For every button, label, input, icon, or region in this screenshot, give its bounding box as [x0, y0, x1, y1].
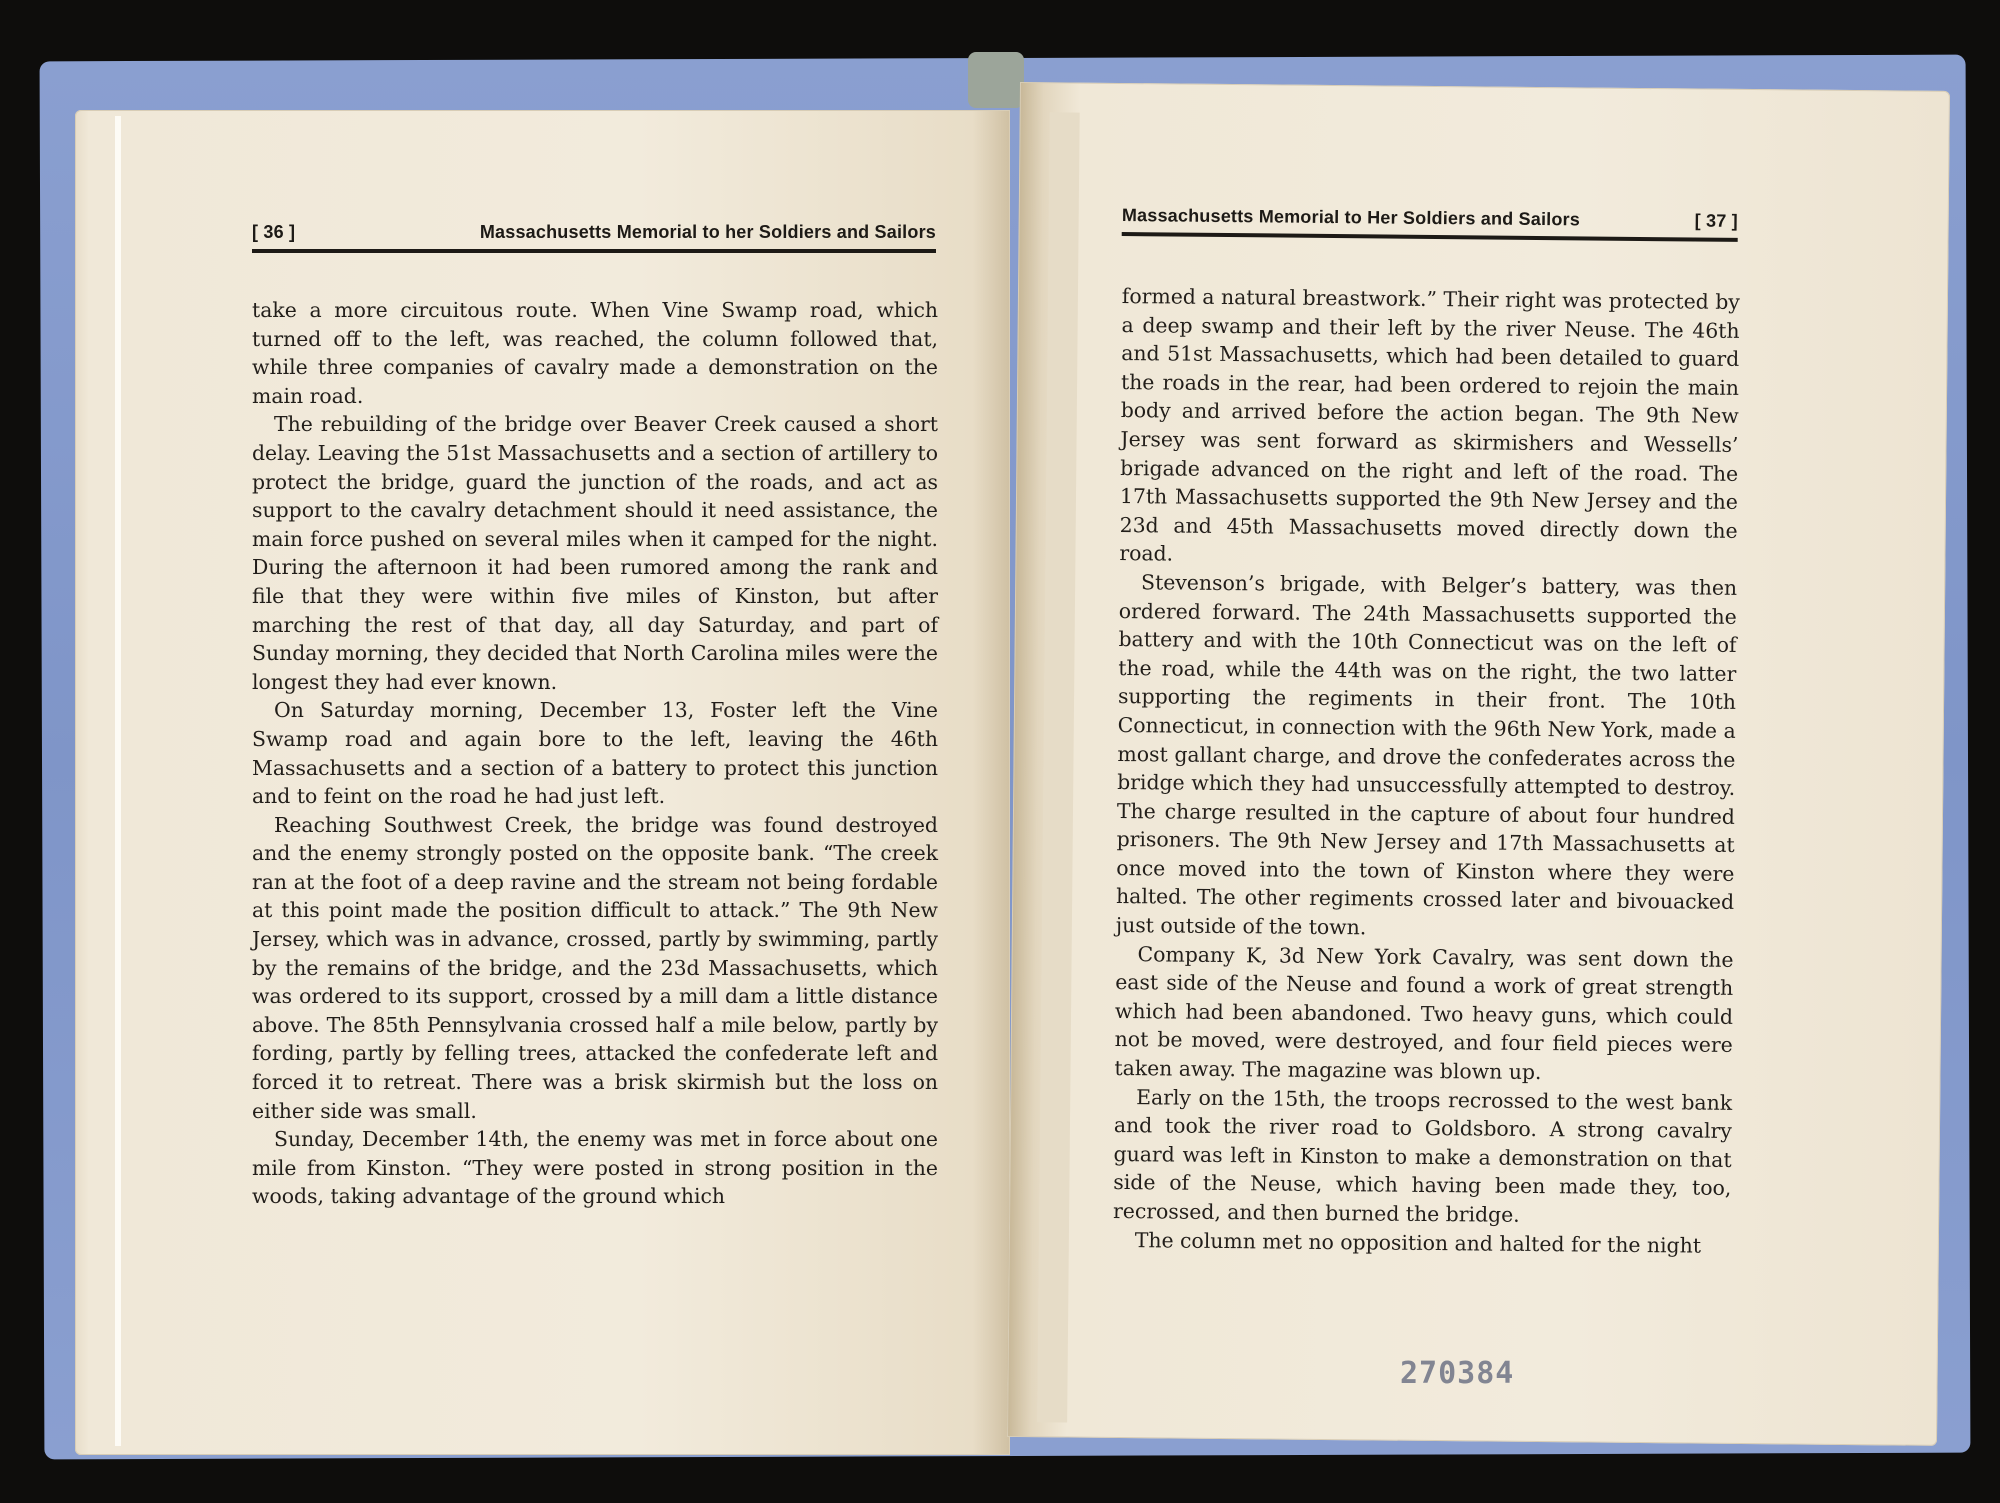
paragraph: The column met no opposition and halted for the night	[1134, 1227, 1702, 1258]
page-edge	[115, 116, 121, 1446]
right-page-number: [ 37 ]	[1694, 210, 1738, 231]
right-running-head: Massachusetts Memorial to Her Soldiers and Sailors	[1121, 205, 1581, 230]
paragraph: Stevenson’s brigade, with Belger’s battery, was then ordered forward. The 24th Massachusetts supported the battery and with the 10th Connecticut was on the left of the road, while the 44th was on the right, the two latter supporting the regiments in their front. The 10th Connecticut, in connection with the 96th New York, made a most gallant charge, and drove the confederates across the bridge which they had unsuccessfully attempted to destroy. The charge resulted in the capture of about four hundred prisoners. The 9th New Jersey and 17th Massachusetts at once moved into the town of Kinston where they were halted. The other regiments crossed later and bivouacked just outside of the town.	[1115, 570, 1738, 940]
right-page-text	[1113, 282, 1740, 1260]
left-running-header	[252, 222, 936, 253]
left-page-text	[252, 296, 938, 1211]
paragraph: Early on the 15th, the troops recrossed to the west bank and took the river road to Goldsboro. A strong cavalry guard was left in Kinston to make a demonstration on that side of the Neuse, which having been made they, too, recrossed, and then burned the bridge.	[1112, 1084, 1733, 1227]
left-running-head: Massachusetts Memorial to her Soldiers and Sailors	[479, 222, 936, 242]
paragraph: Reaching Southwest Creek, the bridge was found destroyed and the enemy strongly posted on the opposite bank. “The creek ran at the foot of a deep ravine and the stream not being fordable at this point made the position difficult to attack.” The 9th New Jersey, which was in advance, crossed, partly by swimming, partly by the remains of the bridge, and the 23d Massachusetts, which was ordered to its support, crossed by a mill dam a little distance above. The 85th Pennsylvania crossed half a mile below, partly by fording, partly by felling trees, attacked the confederate left and forced it to retreat. There was a brisk skirmish but the loss on either side was small.	[252, 812, 938, 1123]
right-running-header	[1122, 205, 1738, 242]
paragraph: The rebuilding of the bridge over Beaver Creek caused a short delay. Leaving the 51st Massachusetts and a section of artillery to protect the bridge, guard the junction of the roads, and act as support to the cavalry detachment should it need assistance, the main force pushed on several miles when it camped for the night. During the afternoon it had been rumored among the rank and file that they were within five miles of Kinston, but after marching the rest of that day, all day Saturday, and part of Sunday morning, they decided that North Carolina miles were the longest they had ever known.	[252, 412, 938, 694]
accession-stamp: 270384	[1400, 1356, 1515, 1391]
paragraph: On Saturday morning, December 13, Foster left the Vine Swamp road and again bore to the left, leaving the 46th Massachusetts and a section of a battery to protect this junction and to feint on the road he had just left.	[252, 698, 938, 809]
book-spine	[968, 52, 1024, 108]
paragraph: Company K, 3d New York Cavalry, was sent down the east side of the Neuse and found a work of great strength which had been abandoned. Two heavy guns, which could not be moved, were destroyed, and four field pieces were taken away. The magazine was blown up.	[1114, 941, 1734, 1085]
paragraph: formed a natural breastwork.” Their right was protected by a deep swamp and their left by the river Neuse. The 46th and 51st Massachusetts, which had been detailed to guard the roads in the rear, had been ordered to rejoin the main body and arrived before the action began. The 9th New Jersey was sent forward as skirmishers and Wessells’ brigade advanced on the right and left of the road. The 17th Massachusetts supported the 9th New Jersey and the 23d and 45th Massachusetts moved directly down the road.	[1119, 283, 1740, 566]
paragraph: Sunday, December 14th, the enemy was met in force about one mile from Kinston. “They were posted in strong position in the woods, taking advantage of the ground which	[252, 1127, 938, 1209]
page-gutter	[1037, 112, 1080, 1422]
paragraph: take a more circuitous route. When Vine Swamp road, which turned off to the left, was reached, the column followed that, while three companies of cavalry made a demonstration on the main road.	[252, 298, 938, 408]
left-page-number: [ 36 ]	[252, 222, 296, 242]
